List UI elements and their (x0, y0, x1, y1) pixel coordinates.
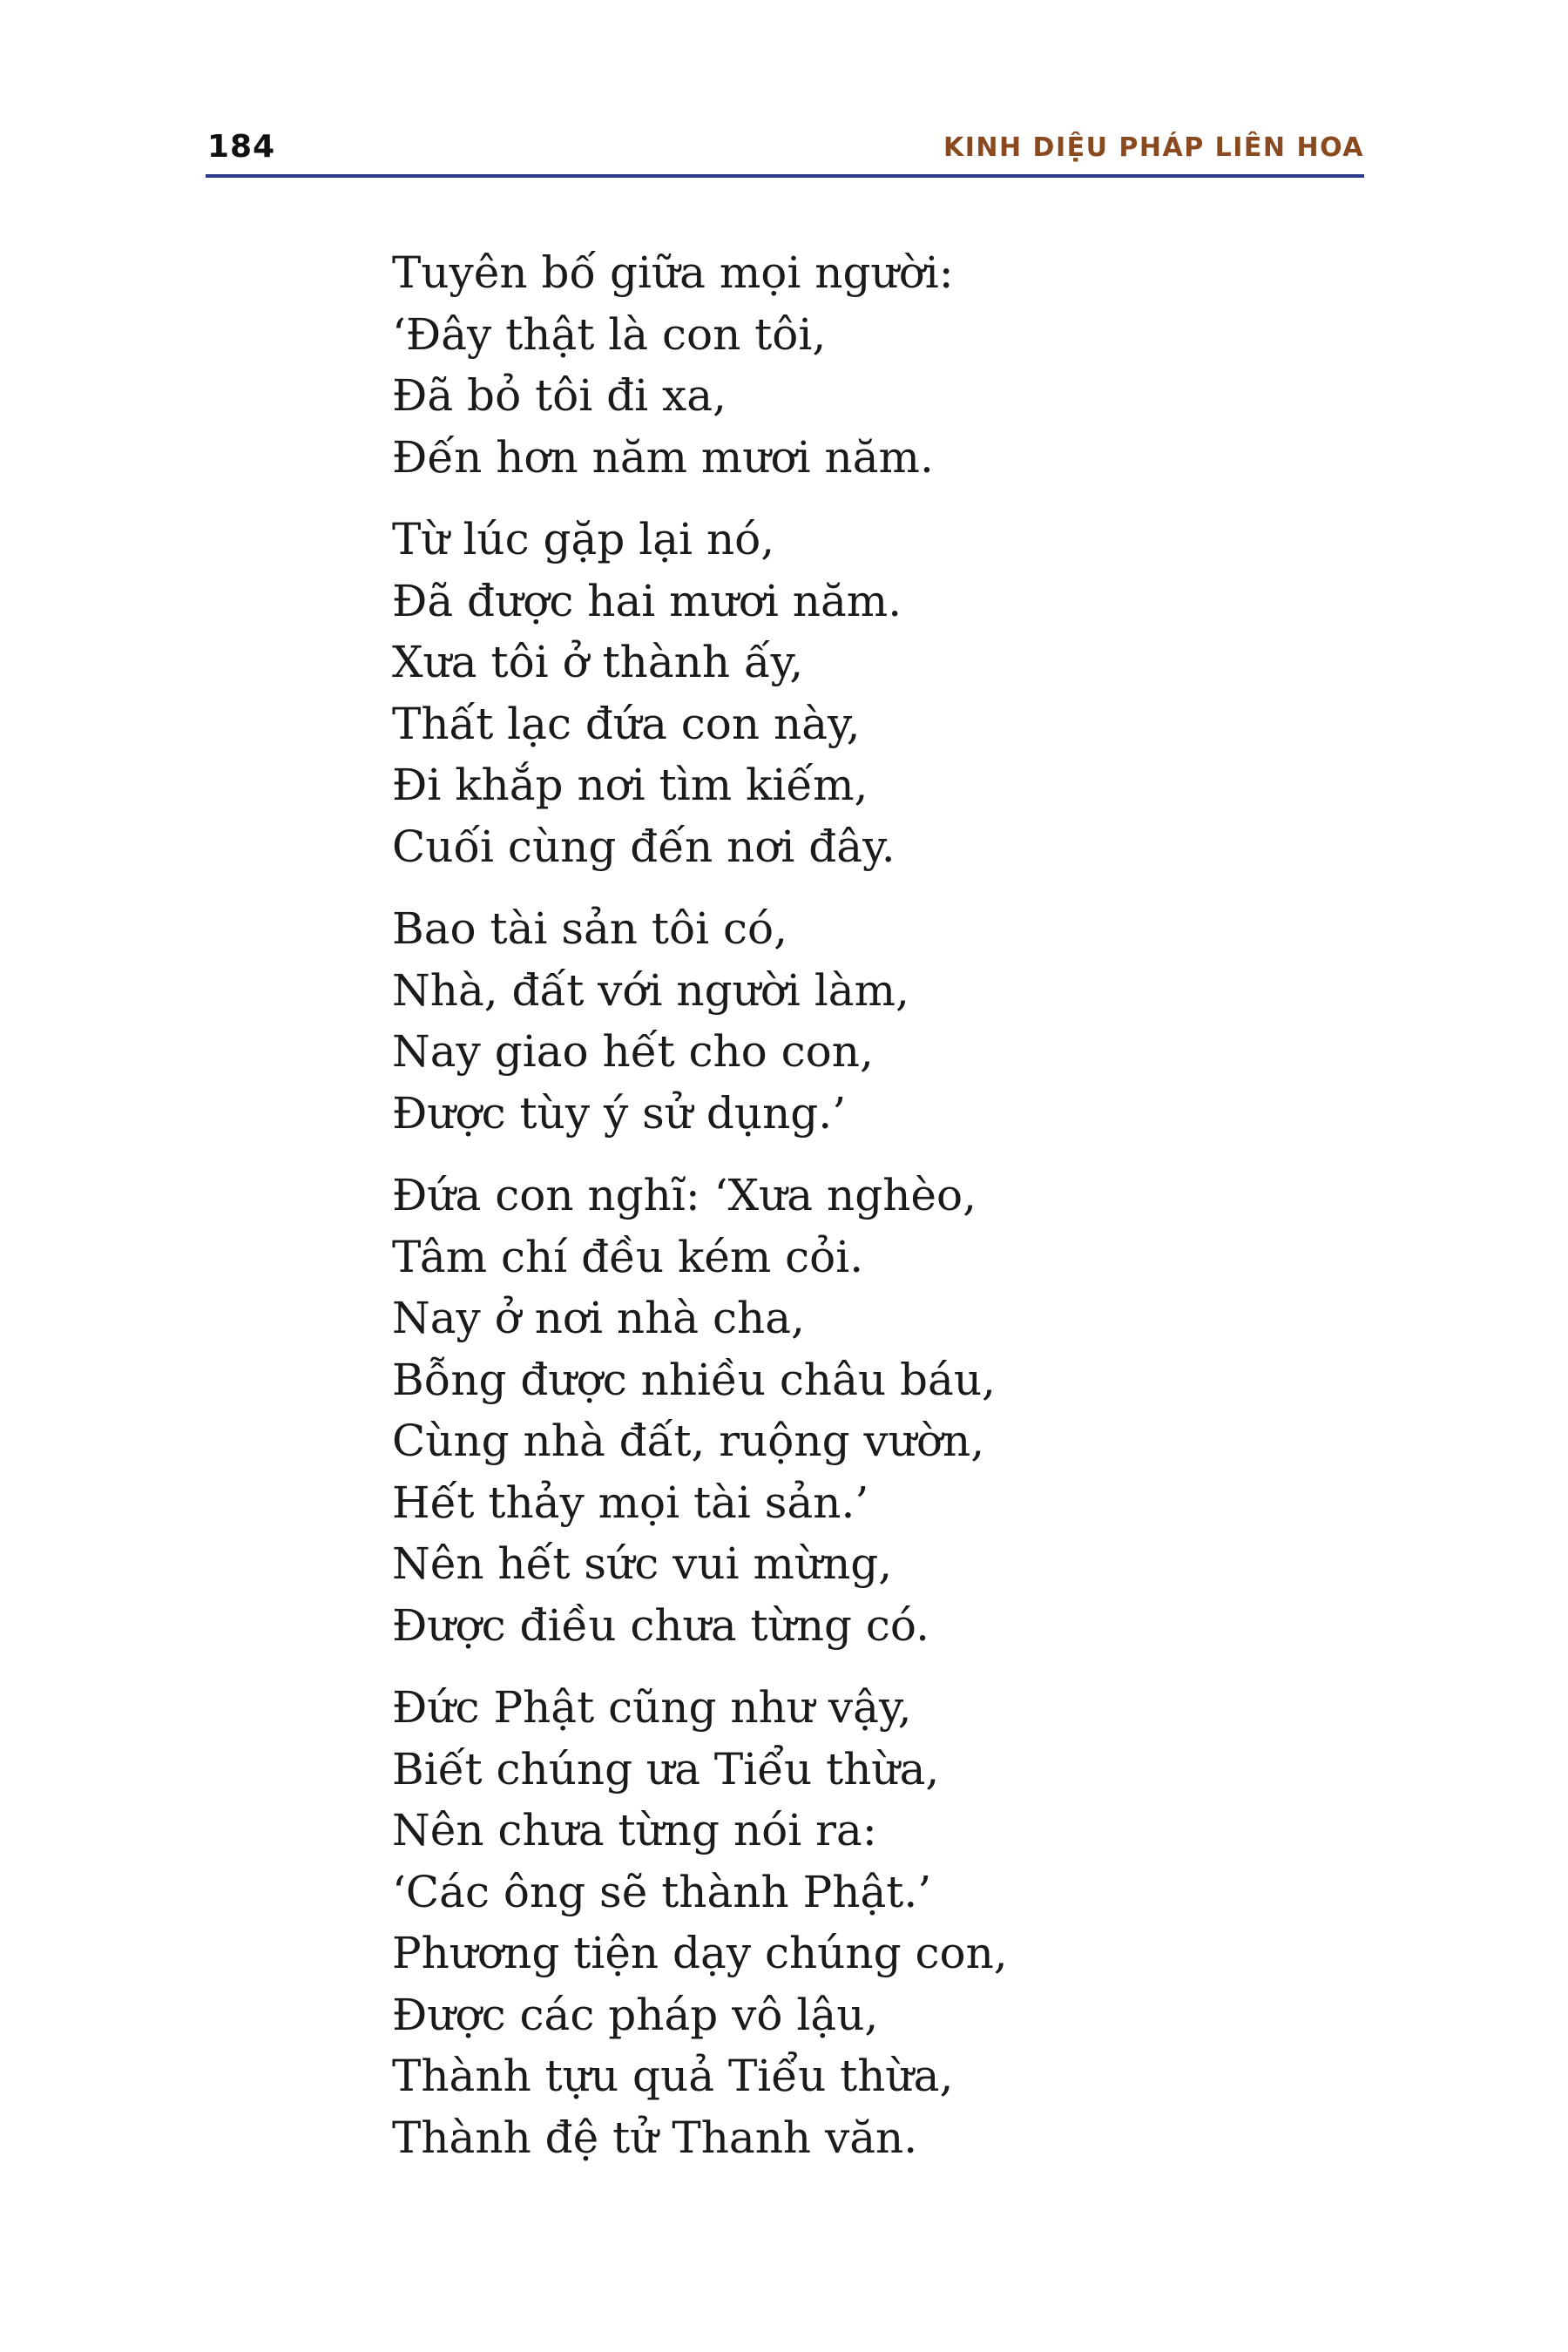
verse-line: Thất lạc đứa con này, (392, 698, 861, 749)
stanza-5 (392, 1677, 1350, 2168)
verse-line: Đi khắp nơi tìm kiếm, (392, 760, 868, 810)
stanza-3 (392, 898, 1350, 1144)
verse-line: Biết chúng ưa Tiểu thừa, (392, 1743, 940, 1794)
running-title: KINH DIỆU PHÁP LIÊN HOA (943, 132, 1364, 163)
verse-line: Tuyên bố giữa mọi người: (392, 247, 954, 298)
verse-line: Bao tài sản tôi có, (392, 903, 787, 954)
stanza-2 (392, 509, 1350, 877)
verse-line: Được điều chưa từng có. (392, 1599, 930, 1651)
verse-line: Nhà, đất với người làm, (392, 964, 909, 1016)
verse-line: ‘Đây thật là con tôi, (392, 308, 827, 360)
verse-line: Cùng nhà đất, ruộng vườn, (392, 1416, 985, 1466)
verse-body (392, 242, 1350, 2189)
verse-line: Được tùy ý sử dụng.’ (392, 1087, 847, 1139)
verse-line: Nay giao hết cho con, (392, 1026, 874, 1077)
verse-line: Hết thảy mọi tài sản.’ (392, 1477, 869, 1528)
verse-line: Nay ở nơi nhà cha, (392, 1293, 805, 1343)
verse-line: Nên hết sức vui mừng, (392, 1538, 893, 1589)
verse-line: Nên chưa từng nói ra: (392, 1805, 877, 1855)
stanza-1 (392, 242, 1350, 488)
stanza-4 (392, 1165, 1350, 1656)
verse-line: Đứa con nghĩ: ‘Xưa nghèo, (392, 1170, 977, 1220)
verse-line: Tâm chí đều kém cỏi. (392, 1231, 864, 1282)
verse-line: Đức Phật cũng như vậy, (392, 1682, 912, 1733)
verse-line: ‘Các ông sẽ thành Phật.’ (392, 1866, 932, 1917)
verse-line: Phương tiện dạy chúng con, (392, 1928, 1008, 1978)
page-header (206, 120, 1364, 178)
verse-line: Từ lúc gặp lại nó, (392, 514, 775, 564)
verse-line: Đã bỏ tôi đi xa, (392, 370, 727, 421)
page-number: 184 (207, 129, 276, 165)
verse-line: Bỗng được nhiều châu báu, (392, 1354, 996, 1405)
verse-line: Thành tựu quả Tiểu thừa, (392, 2051, 954, 2101)
verse-line: Cuối cùng đến nơi đây. (392, 821, 896, 872)
verse-line: Xưa tôi ở thành ấy, (392, 637, 804, 687)
verse-line: Thành đệ tử Thanh văn. (392, 2112, 918, 2163)
verse-line: Được các pháp vô lậu, (392, 1989, 879, 2040)
verse-line: Đến hơn năm mươi năm. (392, 431, 934, 483)
verse-line: Đã được hai mươi năm. (392, 575, 902, 626)
